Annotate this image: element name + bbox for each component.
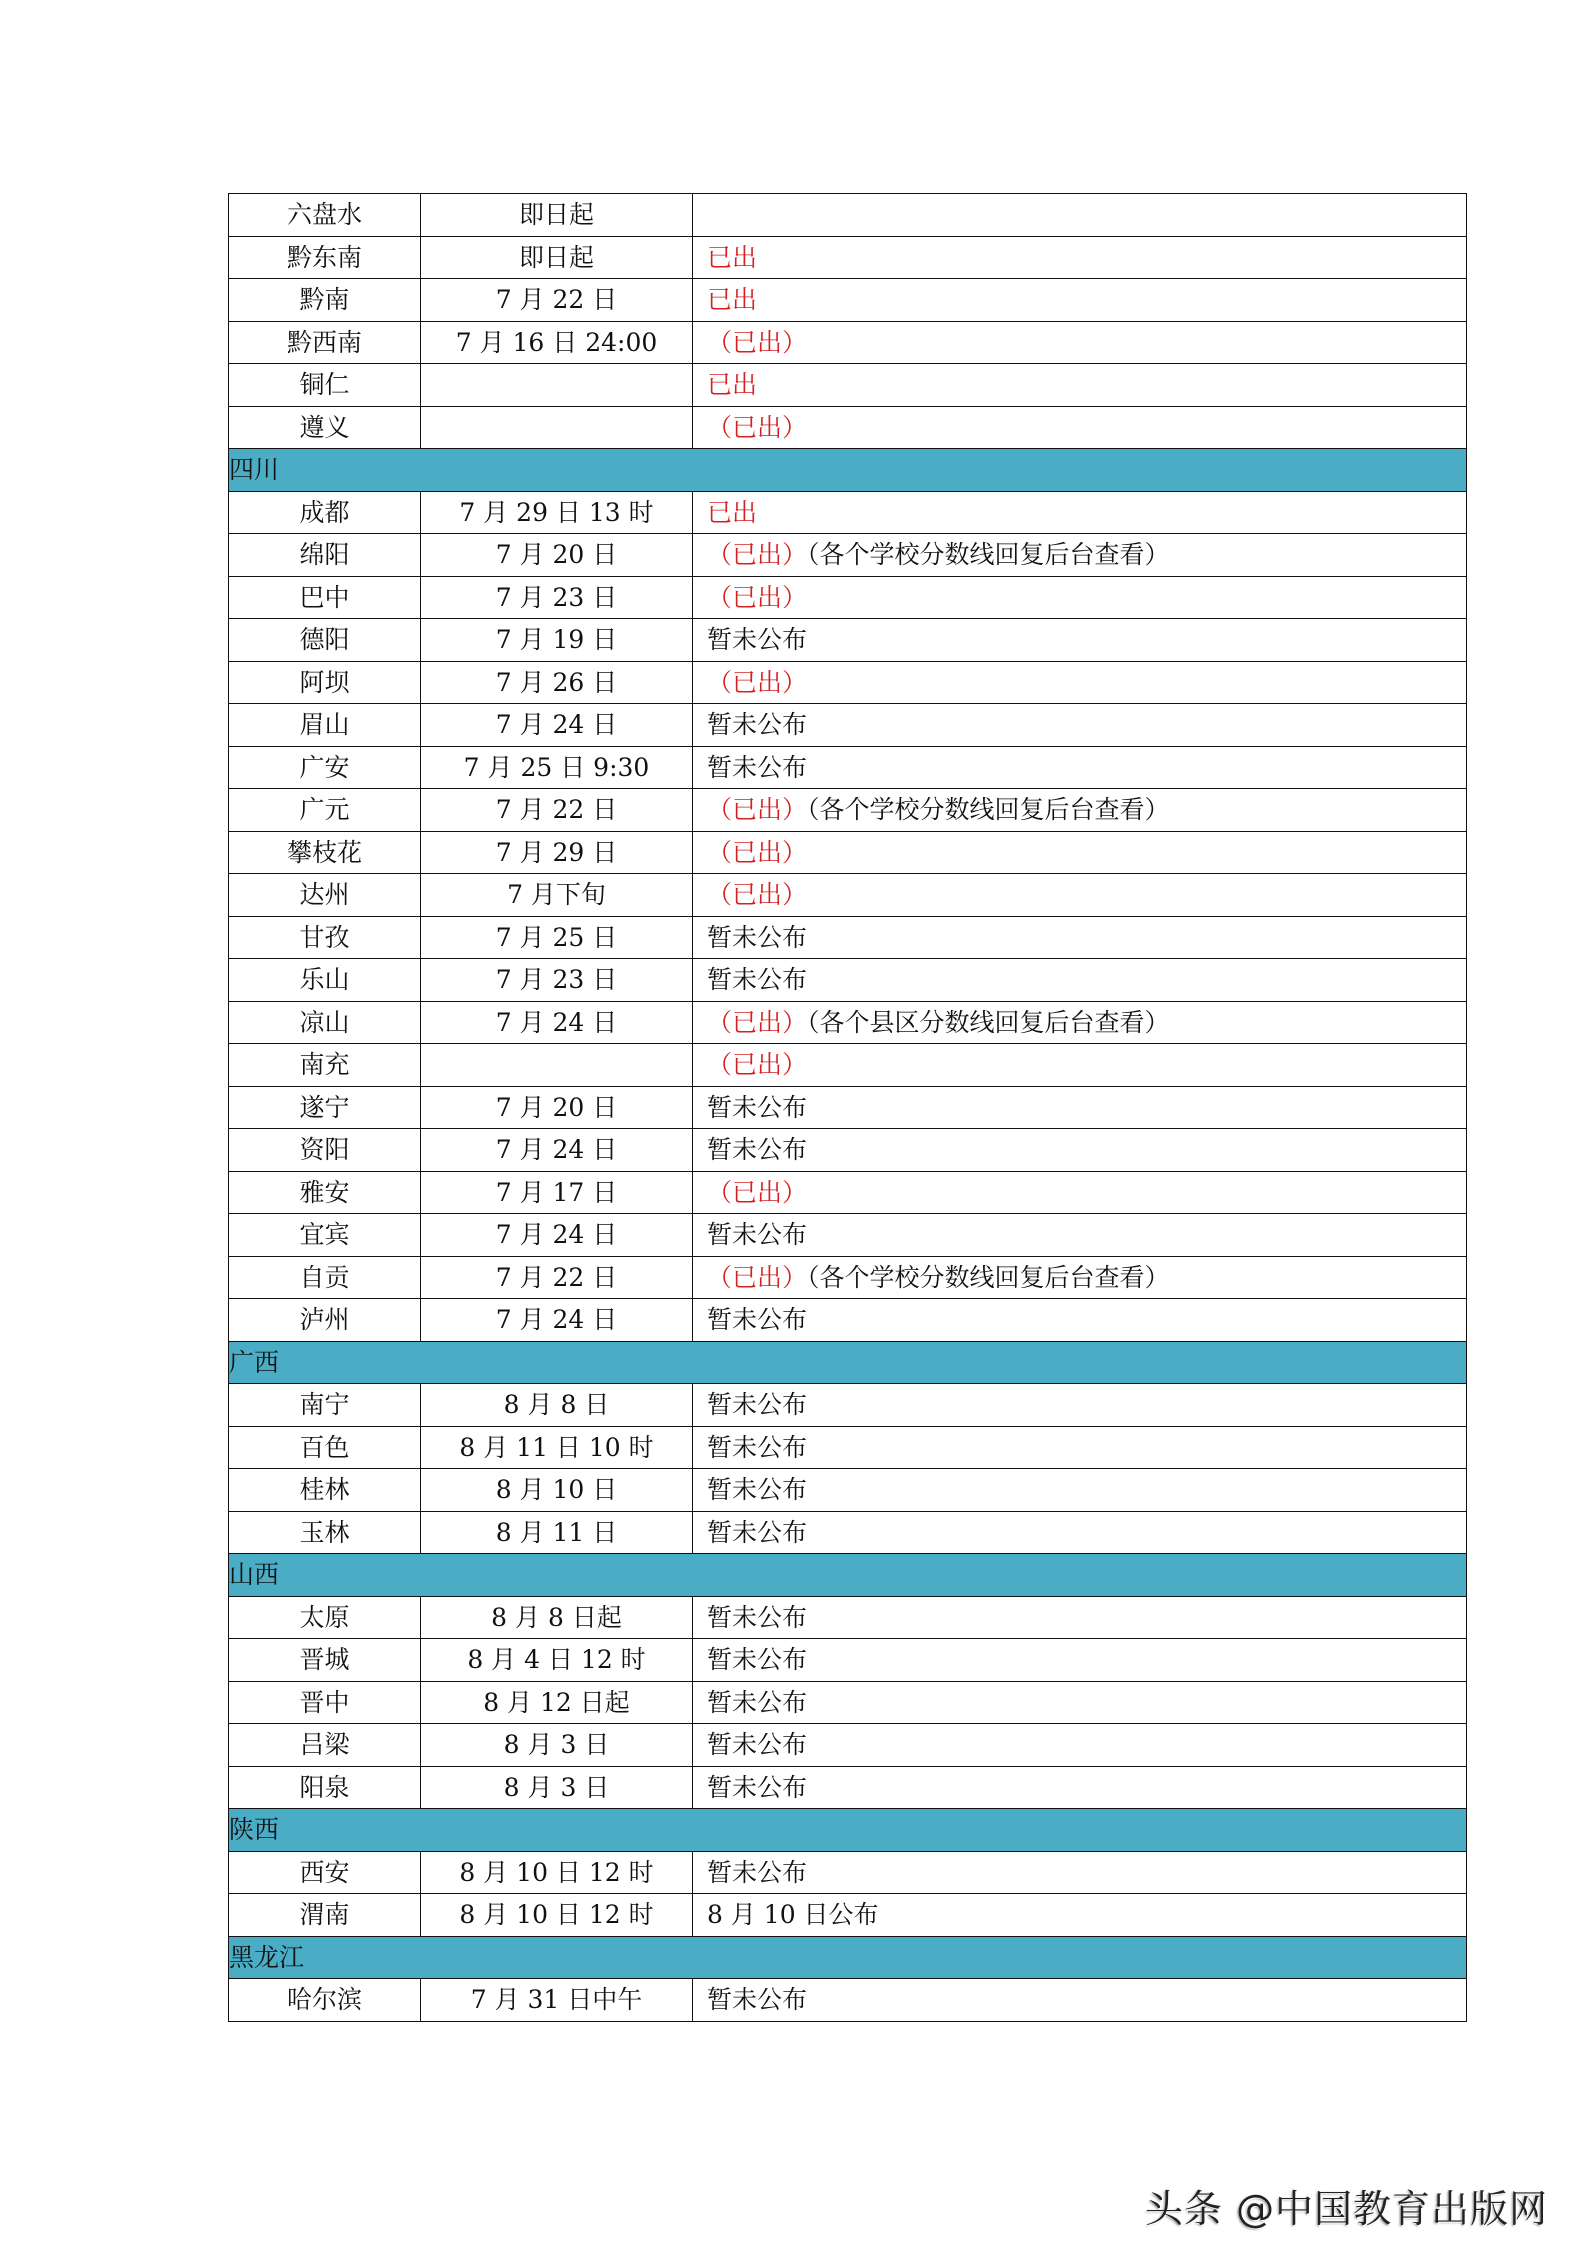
date-cell: 8 月 8 日起 [421,1596,693,1639]
status-note: 暂未公布 [707,965,808,995]
province-section-row [229,1341,1467,1384]
date-cell: 8 月 3 日 [421,1724,693,1767]
status-cell [693,1851,1467,1894]
city-cell: 晋城 [229,1639,421,1682]
status-note: （各个学校分数线回复后台查看） [807,1262,1170,1292]
table-row [229,1001,1467,1044]
city-cell: 宜宾 [229,1214,421,1257]
date-cell: 7 月 24 日 [421,1299,693,1342]
city-cell: 南充 [229,1044,421,1087]
date-cell: 8 月 12 日起 [421,1681,693,1724]
table-row [229,1256,1467,1299]
date-cell: 7 月 22 日 [421,789,693,832]
status-cell [693,321,1467,364]
status-released: 已出 [707,242,758,272]
date-cell: 7 月 20 日 [421,1086,693,1129]
date-cell: 7 月 29 日 13 时 [421,491,693,534]
city-cell: 百色 [229,1426,421,1469]
status-cell [693,661,1467,704]
province-section-row [229,1554,1467,1597]
city-cell: 阳泉 [229,1766,421,1809]
table-row [229,1129,1467,1172]
status-note: 暂未公布 [707,1220,808,1250]
status-released: （已出） [707,795,808,825]
status-cell [693,789,1467,832]
date-cell: 7 月 16 日 24:00 [421,321,693,364]
table-row [229,1851,1467,1894]
status-cell [693,1384,1467,1427]
city-cell: 自贡 [229,1256,421,1299]
date-cell: 即日起 [421,236,693,279]
city-cell: 广安 [229,746,421,789]
status-released: （已出） [707,540,808,570]
city-cell: 广元 [229,789,421,832]
city-cell: 资阳 [229,1129,421,1172]
table-row [229,406,1467,449]
date-cell: 7 月 31 日中午 [421,1979,693,2022]
province-title: 广西 [229,1341,1467,1384]
status-cell [693,279,1467,322]
table-row [229,1511,1467,1554]
status-cell [693,746,1467,789]
status-note: 暂未公布 [707,1687,808,1717]
status-released: （已出） [707,1050,808,1080]
status-cell [693,1129,1467,1172]
status-released: 已出 [707,370,758,400]
status-cell [693,1171,1467,1214]
status-cell [693,1766,1467,1809]
status-cell [693,1894,1467,1937]
date-cell: 8 月 3 日 [421,1766,693,1809]
table-row [229,1639,1467,1682]
date-cell [421,1044,693,1087]
city-cell: 太原 [229,1596,421,1639]
status-note: （各个学校分数线回复后台查看） [807,540,1170,570]
date-cell: 7 月 23 日 [421,959,693,1002]
status-note: 暂未公布 [707,1390,808,1420]
status-cell [693,576,1467,619]
status-note: 暂未公布 [707,1772,808,1802]
status-note: 暂未公布 [707,1135,808,1165]
date-cell: 7 月 26 日 [421,661,693,704]
status-cell [693,1639,1467,1682]
city-cell: 乐山 [229,959,421,1002]
city-cell: 德阳 [229,619,421,662]
date-cell: 7 月 24 日 [421,1001,693,1044]
status-cell [693,364,1467,407]
table-row [229,534,1467,577]
date-cell [421,406,693,449]
status-cell [693,1724,1467,1767]
status-note: 暂未公布 [707,1645,808,1675]
city-cell: 吕梁 [229,1724,421,1767]
status-cell [693,619,1467,662]
watermark: 头条 @中国教育出版网 [1145,2187,1549,2231]
table-row [229,1426,1467,1469]
table-row [229,831,1467,874]
status-cell [693,1596,1467,1639]
date-cell: 7 月 17 日 [421,1171,693,1214]
table-row [229,1171,1467,1214]
date-cell [421,364,693,407]
table-row [229,1894,1467,1937]
city-cell: 阿坝 [229,661,421,704]
date-cell: 8 月 4 日 12 时 [421,1639,693,1682]
status-cell [693,1469,1467,1512]
status-cell [693,704,1467,747]
province-title: 四川 [229,449,1467,492]
status-released: （已出） [707,1177,808,1207]
table-row [229,364,1467,407]
city-cell: 晋中 [229,1681,421,1724]
status-note: （各个学校分数线回复后台查看） [807,795,1170,825]
table-row [229,1086,1467,1129]
status-released: （已出） [707,327,808,357]
table-row [229,194,1467,237]
date-cell: 即日起 [421,194,693,237]
status-released: 已出 [707,497,758,527]
date-cell: 7 月 22 日 [421,1256,693,1299]
status-cell [693,1001,1467,1044]
date-cell: 7 月 23 日 [421,576,693,619]
table-row [229,874,1467,917]
city-cell: 遵义 [229,406,421,449]
city-cell: 达州 [229,874,421,917]
status-cell [693,1511,1467,1554]
status-note: 暂未公布 [707,1857,808,1887]
status-note: 暂未公布 [707,1602,808,1632]
city-cell: 巴中 [229,576,421,619]
table-row [229,1299,1467,1342]
status-released: （已出） [707,1007,808,1037]
date-cell: 7 月下旬 [421,874,693,917]
table-row [229,916,1467,959]
status-released: 已出 [707,285,758,315]
date-cell: 7 月 25 日 [421,916,693,959]
table-row [229,1044,1467,1087]
province-title: 山西 [229,1554,1467,1597]
city-cell: 成都 [229,491,421,534]
province-section-row [229,1936,1467,1979]
status-cell [693,491,1467,534]
status-note: 暂未公布 [707,1475,808,1505]
date-cell: 8 月 10 日 [421,1469,693,1512]
province-section-row [229,1809,1467,1852]
table-row [229,704,1467,747]
city-cell: 黔南 [229,279,421,322]
status-cell [693,1044,1467,1087]
table-row [229,746,1467,789]
table-row [229,321,1467,364]
status-note: （各个县区分数线回复后台查看） [807,1007,1170,1037]
city-cell: 黔西南 [229,321,421,364]
status-cell [693,1299,1467,1342]
table-row [229,1979,1467,2022]
date-cell: 7 月 20 日 [421,534,693,577]
status-released: （已出） [707,1262,808,1292]
status-cell [693,1214,1467,1257]
date-cell: 8 月 10 日 12 时 [421,1894,693,1937]
status-note: 暂未公布 [707,1985,808,2015]
city-cell: 渭南 [229,1894,421,1937]
status-cell [693,194,1467,237]
date-cell: 8 月 11 日 10 时 [421,1426,693,1469]
date-cell: 8 月 10 日 12 时 [421,1851,693,1894]
status-cell [693,831,1467,874]
table-row [229,619,1467,662]
status-cell [693,406,1467,449]
table-row [229,279,1467,322]
city-cell: 绵阳 [229,534,421,577]
date-cell: 7 月 29 日 [421,831,693,874]
city-cell: 雅安 [229,1171,421,1214]
city-cell: 眉山 [229,704,421,747]
city-cell: 哈尔滨 [229,1979,421,2022]
date-cell: 7 月 24 日 [421,1214,693,1257]
status-note: 暂未公布 [707,1517,808,1547]
status-cell [693,1681,1467,1724]
status-note: 暂未公布 [707,710,808,740]
status-cell [693,1426,1467,1469]
table-row [229,1384,1467,1427]
city-cell: 甘孜 [229,916,421,959]
status-cell [693,1256,1467,1299]
status-cell [693,874,1467,917]
table-row [229,576,1467,619]
province-section-row [229,449,1467,492]
status-released: （已出） [707,412,808,442]
table-row [229,959,1467,1002]
status-released: （已出） [707,880,808,910]
status-cell [693,236,1467,279]
table-body [229,194,1467,2022]
status-released: （已出） [707,582,808,612]
table-row [229,1214,1467,1257]
admission-score-table [228,193,1467,2022]
city-cell: 六盘水 [229,194,421,237]
province-title: 黑龙江 [229,1936,1467,1979]
status-note: 暂未公布 [707,1305,808,1335]
status-released: （已出） [707,667,808,697]
city-cell: 玉林 [229,1511,421,1554]
date-cell: 8 月 11 日 [421,1511,693,1554]
date-cell: 7 月 25 日 9:30 [421,746,693,789]
status-cell [693,534,1467,577]
status-cell [693,959,1467,1002]
table-row [229,789,1467,832]
status-cell [693,1086,1467,1129]
status-cell [693,916,1467,959]
status-cell [693,1979,1467,2022]
table-row [229,1681,1467,1724]
status-note: 暂未公布 [707,1730,808,1760]
status-note: 暂未公布 [707,1432,808,1462]
date-cell: 7 月 24 日 [421,704,693,747]
table-row [229,491,1467,534]
city-cell: 南宁 [229,1384,421,1427]
city-cell: 凉山 [229,1001,421,1044]
status-note: 暂未公布 [707,1092,808,1122]
city-cell: 遂宁 [229,1086,421,1129]
status-note: 暂未公布 [707,922,808,952]
date-cell: 7 月 24 日 [421,1129,693,1172]
city-cell: 铜仁 [229,364,421,407]
table-row [229,1469,1467,1512]
status-note: 8 月 10 日公布 [707,1900,879,1930]
status-note: 暂未公布 [707,752,808,782]
table-row [229,1766,1467,1809]
status-released: （已出） [707,837,808,867]
date-cell: 8 月 8 日 [421,1384,693,1427]
city-cell: 泸州 [229,1299,421,1342]
table-row [229,1724,1467,1767]
city-cell: 桂林 [229,1469,421,1512]
city-cell: 西安 [229,1851,421,1894]
date-cell: 7 月 19 日 [421,619,693,662]
table-row [229,661,1467,704]
status-note: 暂未公布 [707,625,808,655]
table-row [229,236,1467,279]
city-cell: 攀枝花 [229,831,421,874]
city-cell: 黔东南 [229,236,421,279]
table-row [229,1596,1467,1639]
province-title: 陕西 [229,1809,1467,1852]
date-cell: 7 月 22 日 [421,279,693,322]
